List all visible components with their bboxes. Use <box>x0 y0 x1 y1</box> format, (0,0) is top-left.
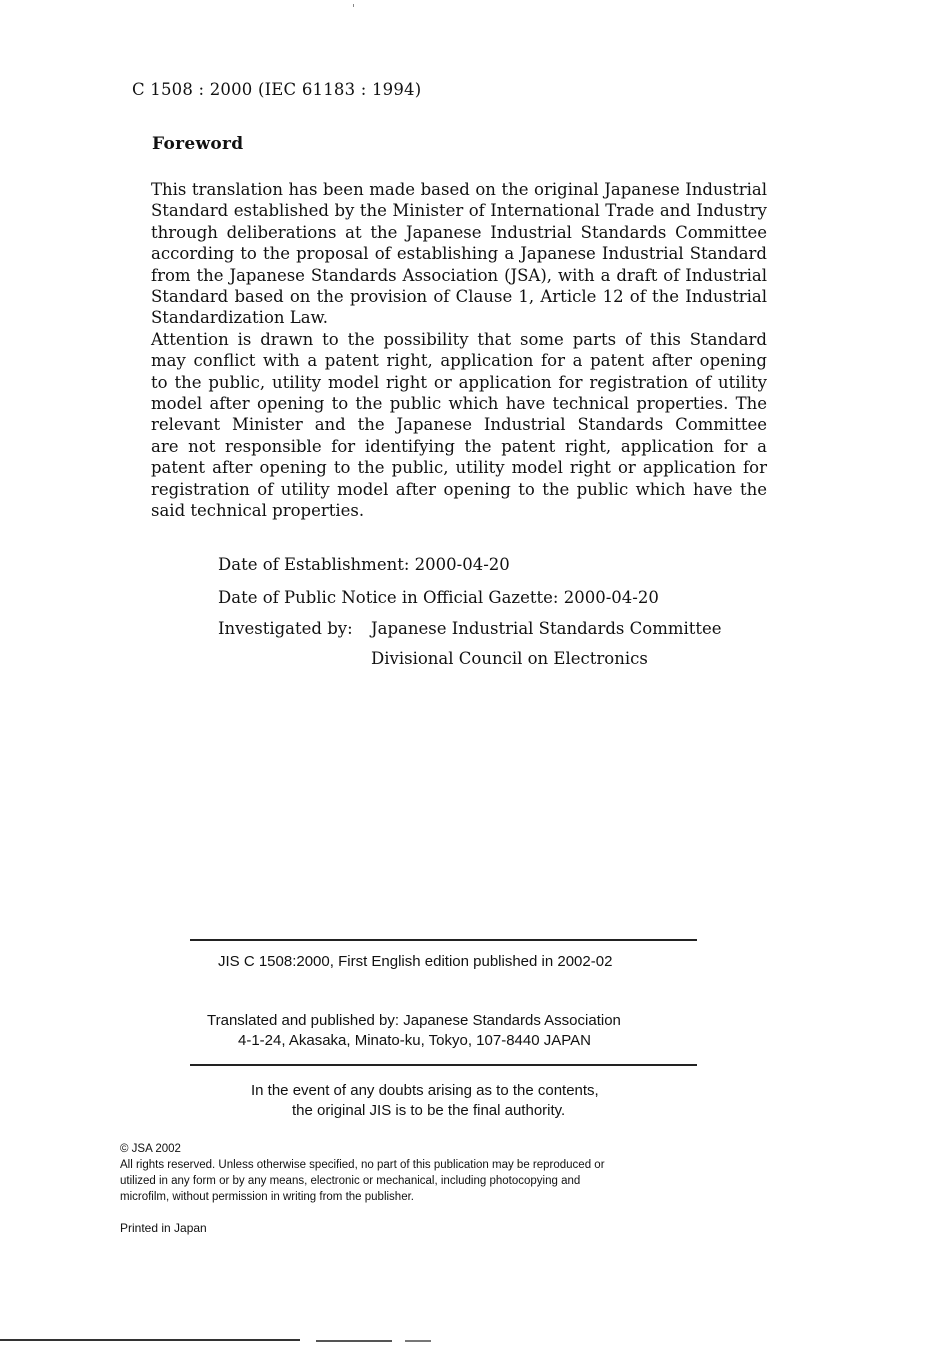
foreword-line: Standard based on the provision of Clause 1, Article 12 of the Industrial <box>151 287 767 307</box>
foreword-line: This translation has been made based on the original Japanese Industrial <box>151 180 767 199</box>
edition-note: JIS C 1508:2000, First English edition published in 2002-02 <box>218 953 613 970</box>
investigated-by-label: Investigated by: <box>218 619 353 638</box>
publisher-address: 4-1-24, Akasaka, Minato-ku, Tokyo, 107-8440 JAPAN <box>238 1032 591 1049</box>
divider-bottom <box>190 1064 697 1066</box>
rights-line: utilized in any form or by any means, electronic or mechanical, including photocopying and <box>120 1175 581 1187</box>
publisher-line: Translated and published by: Japanese Standards Association <box>207 1012 621 1029</box>
standard-id: C 1508 : 2000 (IEC 61183 : 1994) <box>132 80 422 99</box>
authority-note-line2: the original JIS is to be the final authority. <box>292 1102 566 1119</box>
printed-in: Printed in Japan <box>120 1221 207 1235</box>
page-edge-line <box>316 1340 392 1342</box>
foreword-line: Standard established by the Minister of International Trade and Industry <box>151 201 767 221</box>
foreword-body <box>151 179 767 522</box>
foreword-title: Foreword <box>152 134 244 154</box>
foreword-line: through deliberations at the Japanese Industrial Standards Committee <box>151 222 767 242</box>
scan-mark <box>353 4 354 7</box>
foreword-line: may conflict with a patent right, application for a patent after opening <box>151 351 767 371</box>
foreword-line: are not responsible for identifying the patent right, application for a <box>151 436 767 456</box>
page-edge-line <box>405 1340 431 1342</box>
foreword-line: registration of utility model after opening to the public which have the <box>151 479 767 499</box>
authority-note-line1: In the event of any doubts arising as to the contents, <box>251 1082 599 1099</box>
copyright-notice: © JSA 2002 <box>120 1143 181 1155</box>
foreword-line: model after opening to the public which have technical properties. The <box>151 394 767 414</box>
investigated-by-committee: Japanese Industrial Standards Committee <box>371 619 722 638</box>
date-of-establishment: Date of Establishment: 2000-04-20 <box>218 555 510 574</box>
foreword-line: from the Japanese Standards Association (JSA), with a draft of Industrial <box>151 265 767 285</box>
foreword-line: according to the proposal of establishing a Japanese Industrial Standard <box>151 244 767 264</box>
rights-line: All rights reserved. Unless otherwise specified, no part of this publication may be reproduced or <box>120 1159 605 1171</box>
foreword-line: relevant Minister and the Japanese Industrial Standards Committee <box>151 415 767 435</box>
date-of-public-notice: Date of Public Notice in Official Gazette: 2000-04-20 <box>218 588 659 607</box>
rights-line: microfilm, without permission in writing from the publisher. <box>120 1191 414 1203</box>
foreword-line: Attention is drawn to the possibility that some parts of this Standard <box>151 329 767 349</box>
investigated-by-council: Divisional Council on Electronics <box>371 649 648 668</box>
foreword-line: said technical properties. <box>151 501 365 521</box>
foreword-line: Standardization Law. <box>151 308 328 328</box>
foreword-line: patent after opening to the public, utility model right or application for <box>151 458 767 478</box>
foreword-line: to the public, utility model right or application for registration of utility <box>151 372 767 392</box>
page-edge-line <box>0 1339 300 1341</box>
divider-top <box>190 939 697 941</box>
